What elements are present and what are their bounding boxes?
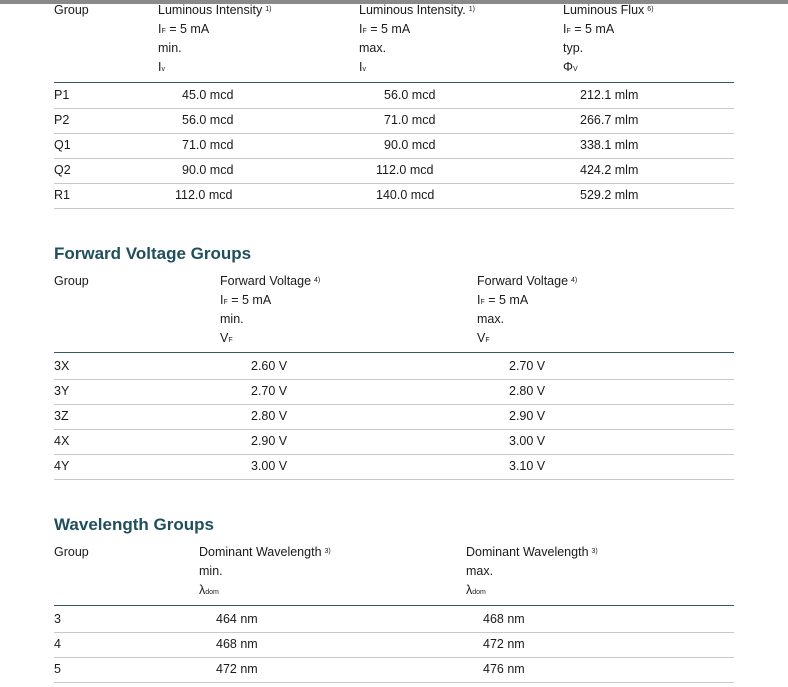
max-cell: 2.70 V: [509, 359, 546, 373]
min-cell: 3.00 V: [251, 459, 288, 473]
table-row: [54, 83, 734, 109]
min-cell: 71.0 mcd: [182, 138, 234, 152]
min-cell: 112.0 mcd: [175, 188, 233, 202]
max-cell: 2.80 V: [509, 384, 546, 398]
table-row: [54, 108, 734, 134]
table-row: [54, 158, 734, 184]
group-cell: 3Z: [54, 409, 69, 423]
group-cell: R1: [54, 188, 70, 202]
table-row: [54, 632, 734, 658]
wavelength-heading: Wavelength Groups: [54, 515, 214, 534]
min-cell: 2.90 V: [251, 434, 288, 448]
table-row: [54, 657, 734, 683]
table-row: [54, 454, 734, 480]
luminous-min-header: Luminous Intensity $^{1)}$ IF = 5 mA min. Iv: [158, 3, 272, 74]
min-cell: 2.80 V: [251, 409, 288, 423]
typ-cell: 212.1 mlm: [580, 88, 639, 102]
group-cell: 3: [54, 612, 61, 626]
table-row: [54, 404, 734, 430]
typ-cell: 338.1 mlm: [580, 138, 639, 152]
max-cell: 90.0 mcd: [384, 138, 436, 152]
max-cell: 56.0 mcd: [384, 88, 436, 102]
group-cell: 4X: [54, 434, 70, 448]
wavelength-min-header: Dominant Wavelength $^{3)}$ min. λdom: [199, 545, 331, 597]
voltage-max-header: Forward Voltage $^{4)}$ IF = 5 mA max. VF: [477, 274, 578, 345]
header-rule: [54, 605, 734, 606]
group-cell: 5: [54, 662, 61, 676]
group-cell: Q1: [54, 138, 71, 152]
max-cell: 476 nm: [483, 662, 525, 676]
min-cell: 2.60 V: [251, 359, 288, 373]
min-cell: 2.70 V: [251, 384, 288, 398]
min-cell: 90.0 mcd: [182, 163, 234, 177]
max-cell: 468 nm: [483, 612, 525, 626]
table-row: [54, 183, 734, 209]
group-header: Group: [54, 3, 89, 17]
max-cell: 71.0 mcd: [384, 113, 436, 127]
group-cell: P1: [54, 88, 70, 102]
max-cell: 112.0 mcd: [376, 163, 434, 177]
table-row: [54, 379, 734, 405]
table-row: [54, 429, 734, 455]
wavelength-max-header: Dominant Wavelength $^{3)}$ max. λdom: [466, 545, 598, 597]
min-cell: 45.0 mcd: [182, 88, 234, 102]
max-cell: 3.00 V: [509, 434, 546, 448]
typ-cell: 529.2 mlm: [580, 188, 639, 202]
group-cell: Q2: [54, 163, 71, 177]
table-row: [54, 354, 734, 380]
group-cell: 3X: [54, 359, 70, 373]
luminous-max-header: Luminous Intensity. $^{1)}$ IF = 5 mA max. Iv: [359, 3, 476, 74]
group-cell: 4: [54, 637, 61, 651]
typ-cell: 424.2 mlm: [580, 163, 639, 177]
luminous-flux-header: Luminous Flux $^{6)}$ IF = 5 mA typ. ΦV: [563, 3, 654, 74]
min-cell: 56.0 mcd: [182, 113, 234, 127]
max-cell: 2.90 V: [509, 409, 546, 423]
max-cell: 140.0 mcd: [376, 188, 435, 202]
header-rule: [54, 352, 734, 353]
table-row: [54, 607, 734, 633]
table-row: [54, 133, 734, 159]
group-cell: 4Y: [54, 459, 70, 473]
min-cell: 464 nm: [216, 612, 258, 626]
typ-cell: 266.7 mlm: [580, 113, 639, 127]
group-cell: 3Y: [54, 384, 70, 398]
group-header: Group: [54, 545, 89, 559]
min-cell: 468 nm: [216, 637, 258, 651]
group-cell: P2: [54, 113, 70, 127]
min-cell: 472 nm: [216, 662, 258, 676]
max-cell: 472 nm: [483, 637, 525, 651]
max-cell: 3.10 V: [509, 459, 546, 473]
group-header: Group: [54, 274, 89, 288]
forward-voltage-heading: Forward Voltage Groups: [54, 244, 252, 263]
voltage-min-header: Forward Voltage $^{4)}$ IF = 5 mA min. VF: [220, 274, 321, 345]
